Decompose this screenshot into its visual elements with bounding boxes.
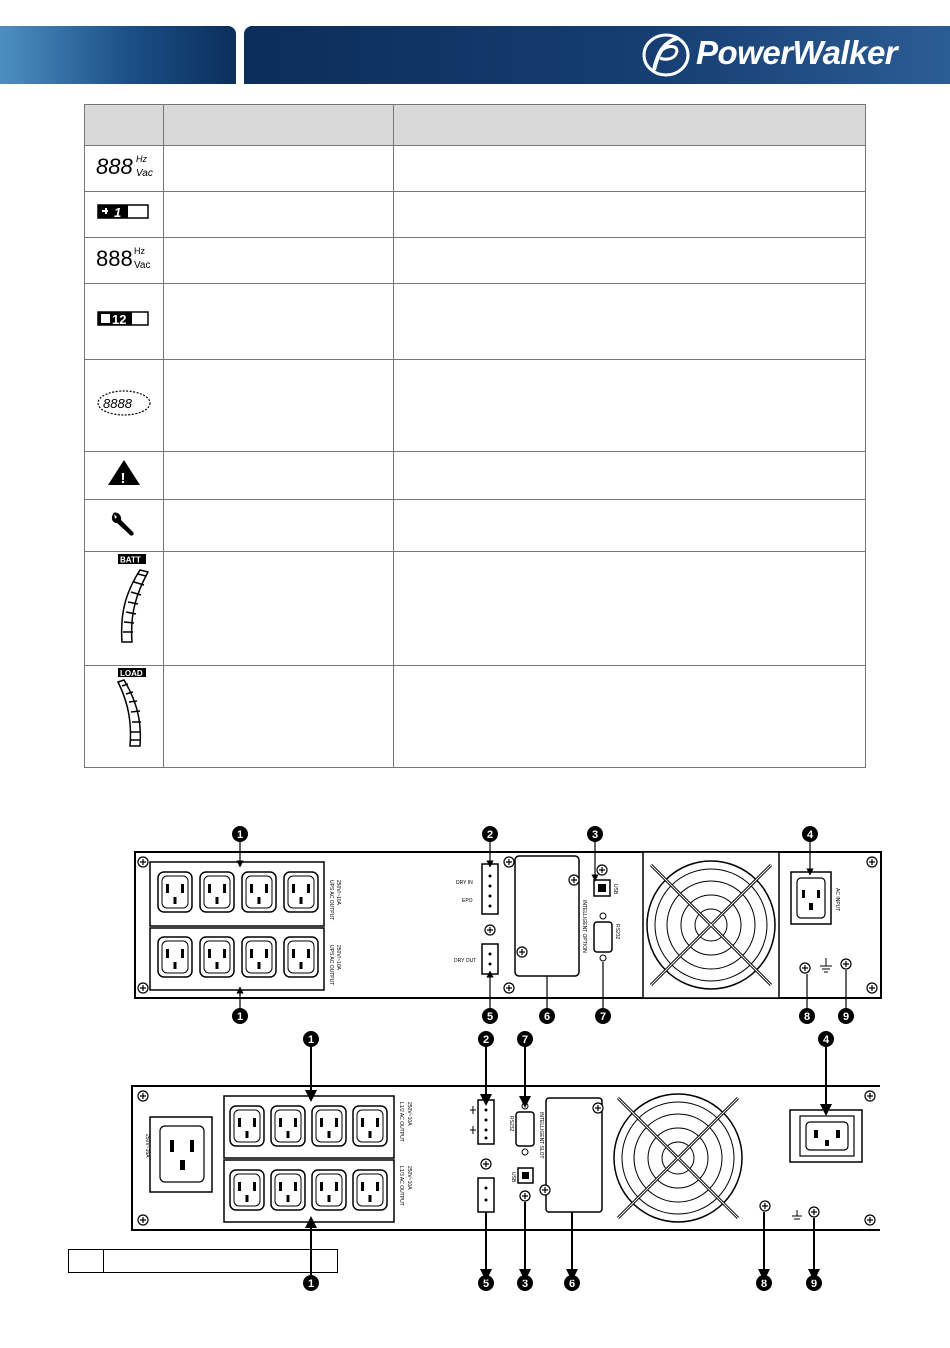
battery-mode-cell — [85, 192, 164, 238]
callout-6 — [564, 1275, 580, 1291]
table-cell — [164, 238, 394, 284]
table-cell — [394, 360, 866, 452]
bottom-rs232-label: RS232 — [508, 1116, 514, 1132]
bottom-usb-label: USB — [510, 1172, 516, 1183]
callout-2 — [478, 1031, 494, 1047]
callout-1 — [232, 826, 248, 842]
svg-text:7: 7 — [521, 1034, 529, 1046]
callout-6 — [539, 1008, 555, 1024]
warning-triangle-icon — [104, 458, 144, 488]
callout-3 — [587, 826, 603, 842]
table-cell — [394, 238, 866, 284]
svg-text:6: 6 — [543, 1011, 551, 1023]
table-cell — [394, 146, 866, 192]
table-cell — [164, 360, 394, 452]
svg-text:2: 2 — [482, 1034, 490, 1046]
callout-1 — [303, 1031, 319, 1047]
table-cell — [394, 552, 866, 666]
table-cell — [394, 500, 866, 552]
table-cell — [394, 452, 866, 500]
bottom-intelligent-label: INTELLIGENT SLOT — [538, 1112, 544, 1159]
callout-8 — [756, 1275, 772, 1291]
svg-text:1: 1 — [236, 829, 244, 841]
svg-text:1: 1 — [236, 1011, 244, 1023]
table-header-row — [85, 105, 866, 146]
caption-box — [68, 1249, 338, 1273]
digit-display-cell — [85, 360, 164, 452]
bottom-output-2-label: L1/3 AC OUTPUT — [398, 1166, 404, 1206]
svg-text:1: 1 — [307, 1034, 315, 1046]
page-header — [0, 0, 950, 84]
warning-mark: ! — [120, 470, 126, 487]
svg-text:7: 7 — [599, 1011, 607, 1023]
svg-text:8: 8 — [803, 1011, 811, 1023]
table-cell — [164, 500, 394, 552]
table-row — [85, 552, 866, 666]
callout-7 — [517, 1031, 533, 1047]
table-row — [85, 500, 866, 552]
display-digits: 8888 — [103, 396, 132, 411]
callout-3 — [517, 1275, 533, 1291]
battery-level-bar-icon — [94, 552, 154, 660]
segment-number: 12 — [112, 312, 127, 327]
batt-label: BATT — [120, 555, 141, 565]
unit-vac: Vac — [134, 260, 151, 271]
table-row — [85, 360, 866, 452]
svg-text:4: 4 — [806, 829, 814, 841]
top-rear-panel — [135, 852, 881, 998]
caption-divider — [103, 1250, 104, 1272]
outlet-segment-icon — [94, 309, 154, 329]
display-digits: 888 — [96, 246, 133, 271]
svg-text:3: 3 — [521, 1278, 529, 1290]
callout-4 — [818, 1031, 834, 1047]
powerwalker-logo — [640, 30, 940, 80]
svg-text:5: 5 — [482, 1278, 490, 1290]
table-header — [85, 105, 164, 146]
svg-text:5: 5 — [486, 1011, 494, 1023]
table-cell — [394, 192, 866, 238]
load-level-cell — [85, 666, 164, 768]
warning-cell — [85, 452, 164, 500]
top-epo-label: EPO — [462, 898, 473, 904]
table-cell — [394, 284, 866, 360]
battery-mode-icon — [94, 202, 154, 222]
top-intelligent-label: INTELLIGENT OPTION — [581, 900, 587, 953]
rear-panel-diagrams — [0, 820, 950, 1300]
table-header — [394, 105, 866, 146]
battery-level-cell — [85, 552, 164, 666]
table-row — [85, 284, 866, 360]
output-voltage-display-icon — [94, 244, 154, 272]
top-ac-input-label: AC INPUT — [834, 888, 840, 912]
output-display-cell — [85, 238, 164, 284]
table-row — [85, 666, 866, 768]
load-label: LOAD — [120, 669, 143, 678]
svg-text:8: 8 — [760, 1278, 768, 1290]
table-row — [85, 452, 866, 500]
bottom-output-1-label: L1/2 AC OUTPUT — [398, 1102, 404, 1142]
input-display-cell — [85, 146, 164, 192]
table-cell — [164, 192, 394, 238]
callout-9 — [838, 1008, 854, 1024]
top-output-2-label: UPS AC OUTPUT — [328, 945, 334, 986]
bottom-output-1-rating: 250V~10A — [406, 1102, 412, 1126]
table-cell — [164, 552, 394, 666]
svg-text:9: 9 — [842, 1011, 850, 1023]
callout-1-lower — [232, 1008, 248, 1024]
top-output-1-rating: 250V/~10A — [335, 880, 341, 905]
callout-8 — [799, 1008, 815, 1024]
digit-display-icon — [94, 388, 154, 418]
logo-text: PowerWalker — [696, 34, 898, 71]
unit-vac: Vac — [136, 168, 153, 179]
svg-text:4: 4 — [822, 1034, 830, 1046]
unit-hz: Hz — [136, 154, 147, 164]
table-cell — [164, 146, 394, 192]
table-cell — [164, 666, 394, 768]
header-band-left — [0, 26, 236, 84]
callout-1-lower — [303, 1275, 319, 1291]
top-rs232-label: RS232 — [614, 924, 620, 940]
load-level-bar-icon — [94, 666, 154, 762]
table-cell — [164, 452, 394, 500]
table-row — [85, 146, 866, 192]
table-cell — [164, 284, 394, 360]
callout-5 — [482, 1008, 498, 1024]
table-cell — [394, 666, 866, 768]
table-row — [85, 238, 866, 284]
top-usb-label: USB — [612, 884, 618, 895]
svg-text:1: 1 — [307, 1278, 315, 1290]
lcd-symbol-table — [84, 104, 866, 768]
bottom-rear-panel — [132, 1086, 880, 1230]
callout-4 — [802, 826, 818, 842]
table-row — [85, 192, 866, 238]
top-dry-out-label: DRY OUT — [454, 958, 477, 964]
load-segment-cell — [85, 284, 164, 360]
input-voltage-display-icon — [94, 152, 154, 180]
unit-hz: Hz — [134, 246, 145, 256]
callout-7 — [595, 1008, 611, 1024]
battery-mode-number: 1 — [114, 205, 122, 220]
svg-text:2: 2 — [486, 829, 494, 841]
wrench-cell — [85, 500, 164, 552]
wrench-icon — [104, 507, 144, 539]
svg-text:3: 3 — [591, 829, 599, 841]
top-dry-in-label: DRY IN — [456, 880, 473, 886]
display-digits: 888 — [96, 154, 133, 179]
logo-mark-icon — [640, 30, 696, 80]
table-header — [164, 105, 394, 146]
svg-text:6: 6 — [568, 1278, 576, 1290]
svg-text:9: 9 — [810, 1278, 818, 1290]
top-output-2-rating: 250V/~10A — [335, 945, 341, 970]
bottom-output-2-rating: 250V~10A — [406, 1166, 412, 1190]
top-output-1-label: UPS AC OUTPUT — [328, 880, 334, 921]
callout-2 — [482, 826, 498, 842]
callout-5 — [478, 1275, 494, 1291]
bottom-input-rating: 250V~16A — [144, 1134, 150, 1158]
callout-9 — [806, 1275, 822, 1291]
